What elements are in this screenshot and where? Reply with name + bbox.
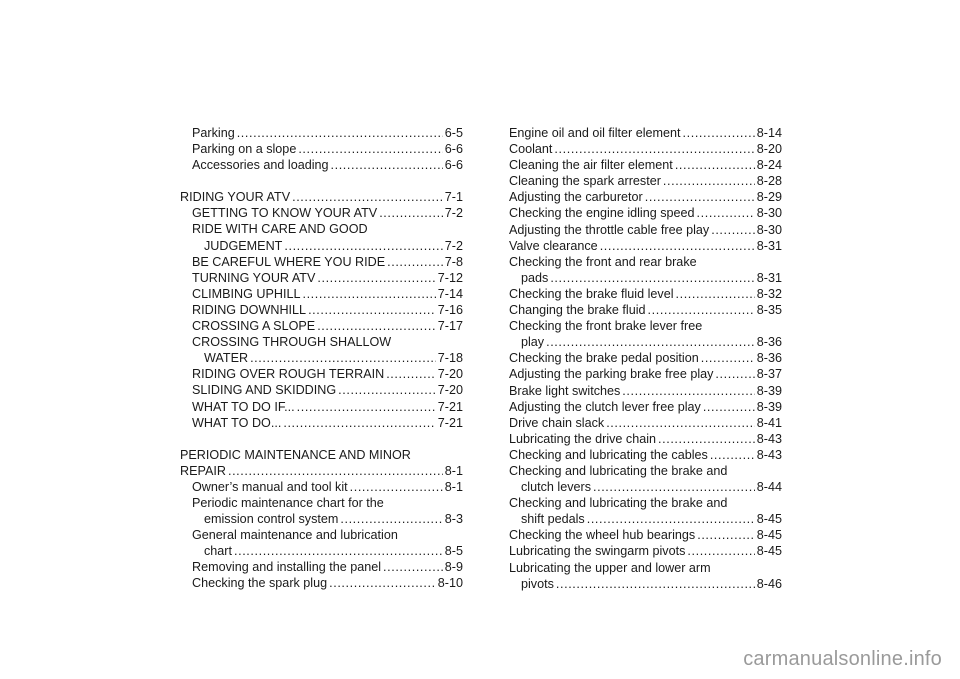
dot-leader — [711, 222, 755, 238]
toc-entry[interactable] — [180, 318, 463, 334]
toc-entry[interactable] — [509, 366, 782, 382]
toc-entry-title: Checking the front and rear brake — [509, 254, 697, 269]
toc-entry[interactable] — [509, 302, 782, 318]
toc-entry-title: Checking the brake pedal position — [509, 351, 699, 366]
toc-page-number: 7-18 — [437, 351, 463, 366]
toc-entry-title: Brake light switches — [509, 383, 621, 398]
toc-left-column — [180, 125, 463, 592]
dot-leader — [302, 286, 435, 302]
toc-entry-line[interactable] — [509, 495, 782, 511]
dot-leader — [340, 511, 442, 527]
toc-entry-title: pads — [521, 270, 549, 285]
dot-leader — [658, 431, 755, 447]
toc-entry[interactable] — [509, 157, 782, 173]
toc-page-number: 8-46 — [756, 576, 782, 591]
toc-page-number: 7-17 — [437, 319, 463, 334]
toc-entry-title: Removing and installing the panel — [192, 560, 382, 575]
dot-leader — [292, 189, 443, 205]
dot-leader — [663, 173, 755, 189]
toc-page-number: 7-2 — [444, 206, 463, 221]
toc-entry-title: WATER — [204, 351, 249, 366]
toc-entry[interactable] — [180, 270, 463, 286]
dot-leader — [237, 125, 443, 141]
dot-leader — [308, 302, 436, 318]
dot-leader — [697, 527, 755, 543]
toc-entry-title: Adjusting the throttle cable free play — [509, 222, 710, 237]
toc-page-number: 8-9 — [444, 560, 463, 575]
dot-leader — [648, 302, 755, 318]
dot-leader — [329, 575, 436, 591]
toc-entry-title: SLIDING AND SKIDDING — [192, 383, 337, 398]
dot-leader — [675, 157, 755, 173]
toc-entry[interactable] — [180, 141, 463, 157]
toc-entry-title: Adjusting the carburetor — [509, 190, 643, 205]
toc-entry-title: RIDING OVER ROUGH TERRAIN — [192, 367, 385, 382]
toc-entry-title: shift pedals — [521, 512, 585, 527]
toc-entry[interactable] — [180, 205, 463, 221]
toc-entry[interactable] — [509, 286, 782, 302]
toc-entry-title: WHAT TO DO... — [192, 415, 282, 430]
toc-entry-title: Parking — [192, 126, 235, 140]
toc-entry-line[interactable] — [180, 527, 463, 543]
toc-entry[interactable] — [180, 559, 463, 575]
dot-leader — [556, 576, 755, 592]
toc-entry-title: Changing the brake fluid — [509, 303, 646, 318]
toc-entry-title: CLIMBING UPHILL — [192, 286, 301, 301]
toc-page-number: 8-30 — [756, 206, 782, 221]
dot-leader — [338, 382, 436, 398]
dot-leader — [606, 415, 755, 431]
toc-entry-title: Parking on a slope — [192, 142, 297, 157]
dot-leader — [546, 334, 755, 350]
toc-page-number: 8-39 — [756, 399, 782, 414]
toc-entry-line[interactable] — [509, 463, 782, 479]
toc-page-number: 8-31 — [756, 238, 782, 253]
dot-leader — [710, 447, 755, 463]
toc-page-number: 8-14 — [756, 126, 782, 140]
dot-leader — [250, 350, 436, 366]
toc-entry[interactable] — [509, 205, 782, 221]
toc-page-number: 8-5 — [444, 544, 463, 559]
toc-entry[interactable] — [180, 479, 463, 495]
toc-page-number: 8-45 — [756, 544, 782, 559]
toc-page-number: 8-24 — [756, 158, 782, 173]
dot-leader — [645, 189, 755, 205]
toc-entry[interactable] — [509, 270, 782, 286]
dot-leader — [350, 479, 443, 495]
toc-page-number: 8-44 — [756, 480, 782, 495]
toc-entry-line[interactable] — [180, 221, 463, 237]
toc-entry-title: Checking and lubricating the cables — [509, 447, 708, 462]
toc-entry[interactable] — [509, 238, 782, 254]
toc-entry-title: Adjusting the clutch lever free play — [509, 399, 701, 414]
toc-entry-title: Cleaning the air filter element — [509, 158, 673, 173]
toc-page-number: 8-32 — [756, 286, 782, 301]
dot-leader — [701, 350, 755, 366]
toc-entry[interactable] — [180, 366, 463, 382]
toc-entry[interactable] — [509, 141, 782, 157]
toc-page-number: 7-1 — [444, 190, 463, 205]
toc-entry[interactable] — [509, 511, 782, 527]
toc-entry[interactable] — [180, 415, 463, 431]
toc-entry-title: Checking the brake fluid level — [509, 286, 674, 301]
toc-entry-title: Cleaning the spark arrester — [509, 174, 661, 189]
toc-page-number: 7-12 — [437, 270, 463, 285]
toc-entry-title: JUDGEMENT — [204, 238, 283, 253]
toc-entry-title: Accessories and loading — [192, 158, 329, 173]
toc-page-number: 7-14 — [437, 286, 463, 301]
dot-leader — [550, 270, 754, 286]
dot-leader — [676, 286, 755, 302]
toc-entry[interactable] — [509, 189, 782, 205]
toc-page-number: 8-3 — [444, 512, 463, 527]
toc-entry-title: Owner’s manual and tool kit — [192, 479, 348, 494]
toc-page-number: 8-35 — [756, 303, 782, 318]
dot-leader — [386, 366, 436, 382]
dot-leader — [683, 125, 755, 141]
dot-leader — [715, 366, 754, 382]
dot-leader — [600, 238, 755, 254]
toc-page-number: 8-28 — [756, 174, 782, 189]
toc-entry-title: GETTING TO KNOW YOUR ATV — [192, 206, 378, 221]
toc-entry-title: emission control system — [204, 512, 339, 527]
toc-entry-title: General maintenance and lubrication — [192, 528, 398, 543]
toc-page-number: 8-43 — [756, 447, 782, 462]
toc-entry-title: Drive chain slack — [509, 415, 605, 430]
dot-leader — [554, 141, 754, 157]
dot-leader — [622, 383, 754, 399]
toc-page-number: 6-6 — [444, 142, 463, 157]
dot-leader — [228, 463, 443, 479]
toc-entry[interactable] — [509, 334, 782, 350]
toc-entry-title: pivots — [521, 576, 554, 591]
toc-entry-title: clutch levers — [521, 480, 591, 495]
toc-entry[interactable] — [180, 575, 463, 591]
toc-page-number: 8-41 — [756, 415, 782, 430]
toc-entry-title: play — [521, 335, 545, 350]
toc-entry-title: Lubricating the swingarm pivots — [509, 544, 686, 559]
toc-entry[interactable] — [180, 399, 463, 415]
toc-page-number: 7-16 — [437, 302, 463, 317]
toc-entry-title: Lubricating the upper and lower arm — [509, 560, 711, 575]
toc-entry-title: Lubricating the drive chain — [509, 431, 657, 446]
toc-entry-title: PERIODIC MAINTENANCE AND MINOR — [180, 447, 411, 462]
toc-entry[interactable] — [509, 431, 782, 447]
toc-entry[interactable] — [509, 125, 782, 141]
toc-page-number: 7-20 — [437, 383, 463, 398]
toc-entry-line[interactable] — [509, 318, 782, 334]
toc-entry-title: Adjusting the parking brake free play — [509, 367, 714, 382]
dot-leader — [697, 205, 755, 221]
toc-entry-title: Checking the engine idling speed — [509, 206, 695, 221]
toc-entry[interactable] — [509, 447, 782, 463]
toc-page-number: 6-5 — [444, 126, 463, 140]
toc-page-number: 8-10 — [437, 576, 463, 591]
toc-entry[interactable] — [180, 157, 463, 173]
toc-entry-title: Checking the wheel hub bearings — [509, 528, 696, 543]
toc-entry[interactable] — [180, 350, 463, 366]
toc-entry-title: Valve clearance — [509, 238, 598, 253]
toc-entry-title: RIDING DOWNHILL — [192, 302, 307, 317]
dot-leader — [298, 141, 442, 157]
toc-entry[interactable] — [509, 222, 782, 238]
toc-entry[interactable] — [180, 125, 463, 141]
toc-page-number: 7-2 — [444, 238, 463, 253]
toc-entry[interactable] — [180, 543, 463, 559]
toc-page-number: 7-8 — [444, 254, 463, 269]
toc-page-number: 7-21 — [437, 415, 463, 430]
toc-entry-title: WHAT TO DO IF... — [192, 399, 295, 414]
toc-page-number: 8-29 — [756, 190, 782, 205]
dot-leader — [383, 559, 443, 575]
toc-page-number: 8-45 — [756, 512, 782, 527]
toc-entry-line[interactable] — [509, 254, 782, 270]
toc-chapter-entry-line[interactable] — [180, 447, 463, 463]
toc-page-number: 7-21 — [437, 399, 463, 414]
toc-entry[interactable] — [509, 415, 782, 431]
toc-page-number: 8-36 — [756, 351, 782, 366]
toc-chapter-entry[interactable] — [180, 189, 463, 205]
toc-entry-title: Checking and lubricating the brake and — [509, 463, 728, 478]
toc-entry[interactable] — [180, 511, 463, 527]
toc-entry-line[interactable] — [509, 560, 782, 576]
toc-page-number: 8-1 — [444, 463, 463, 478]
toc-entry-line[interactable] — [180, 495, 463, 511]
toc-entry[interactable] — [509, 350, 782, 366]
dot-leader — [587, 511, 755, 527]
toc-entry-title: CROSSING A SLOPE — [192, 319, 316, 334]
toc-entry[interactable] — [509, 383, 782, 399]
toc-page-number: 8-1 — [444, 479, 463, 494]
toc-entry[interactable] — [180, 382, 463, 398]
dot-leader — [687, 543, 754, 559]
toc-page-number: 8-31 — [756, 270, 782, 285]
toc-page-number: 8-30 — [756, 222, 782, 237]
toc-page-number: 6-6 — [444, 158, 463, 173]
toc-page-number: 8-37 — [756, 367, 782, 382]
toc-chapter-entry[interactable] — [180, 463, 463, 479]
toc-entry-title: BE CAREFUL WHERE YOU RIDE — [192, 254, 386, 269]
toc-entry-title: REPAIR — [180, 463, 226, 478]
toc-entry[interactable] — [509, 479, 782, 495]
dot-leader — [284, 238, 442, 254]
toc-page-number: 8-43 — [756, 431, 782, 446]
toc-page-number: 8-45 — [756, 528, 782, 543]
toc-entry[interactable] — [509, 576, 782, 592]
toc-entry[interactable] — [509, 543, 782, 559]
toc-page-number: 8-20 — [756, 142, 782, 157]
toc-entry-title: Checking the front brake lever free — [509, 319, 703, 334]
toc-right-column — [509, 125, 782, 592]
dot-leader — [331, 157, 443, 173]
toc-entry[interactable] — [180, 254, 463, 270]
toc-entry-title: Checking the spark plug — [192, 576, 328, 591]
dot-leader — [317, 270, 435, 286]
toc-entry-line[interactable] — [180, 334, 463, 350]
dot-leader — [379, 205, 443, 221]
watermark: carmanualsonline.info — [743, 648, 942, 670]
toc-entry-title: chart — [204, 544, 232, 559]
dot-leader — [387, 254, 443, 270]
toc-entry-title: Engine oil and oil filter element — [509, 126, 681, 140]
dot-leader — [317, 318, 436, 334]
dot-leader — [703, 399, 755, 415]
toc-entry[interactable] — [180, 286, 463, 302]
toc-entry-title: RIDING YOUR ATV — [180, 190, 291, 205]
dot-leader — [283, 415, 435, 431]
toc-entry-title: Coolant — [509, 142, 553, 157]
toc-page-number: 7-20 — [437, 367, 463, 382]
dot-leader — [297, 399, 436, 415]
toc-entry-title: Checking and lubricating the brake and — [509, 496, 728, 511]
dot-leader — [593, 479, 755, 495]
toc-page-number: 8-39 — [756, 383, 782, 398]
toc-entry[interactable] — [509, 173, 782, 189]
toc-entry-title: Periodic maintenance chart for the — [192, 495, 384, 510]
toc-entry[interactable] — [180, 302, 463, 318]
toc-entry-title: RIDE WITH CARE AND GOOD — [192, 222, 368, 237]
toc-page-number: 8-36 — [756, 335, 782, 350]
toc-entry-title: CROSSING THROUGH SHALLOW — [192, 335, 392, 350]
toc-entry[interactable] — [509, 527, 782, 543]
toc-entry[interactable] — [180, 238, 463, 254]
dot-leader — [234, 543, 443, 559]
toc-entry[interactable] — [509, 399, 782, 415]
toc-entry-title: TURNING YOUR ATV — [192, 270, 316, 285]
